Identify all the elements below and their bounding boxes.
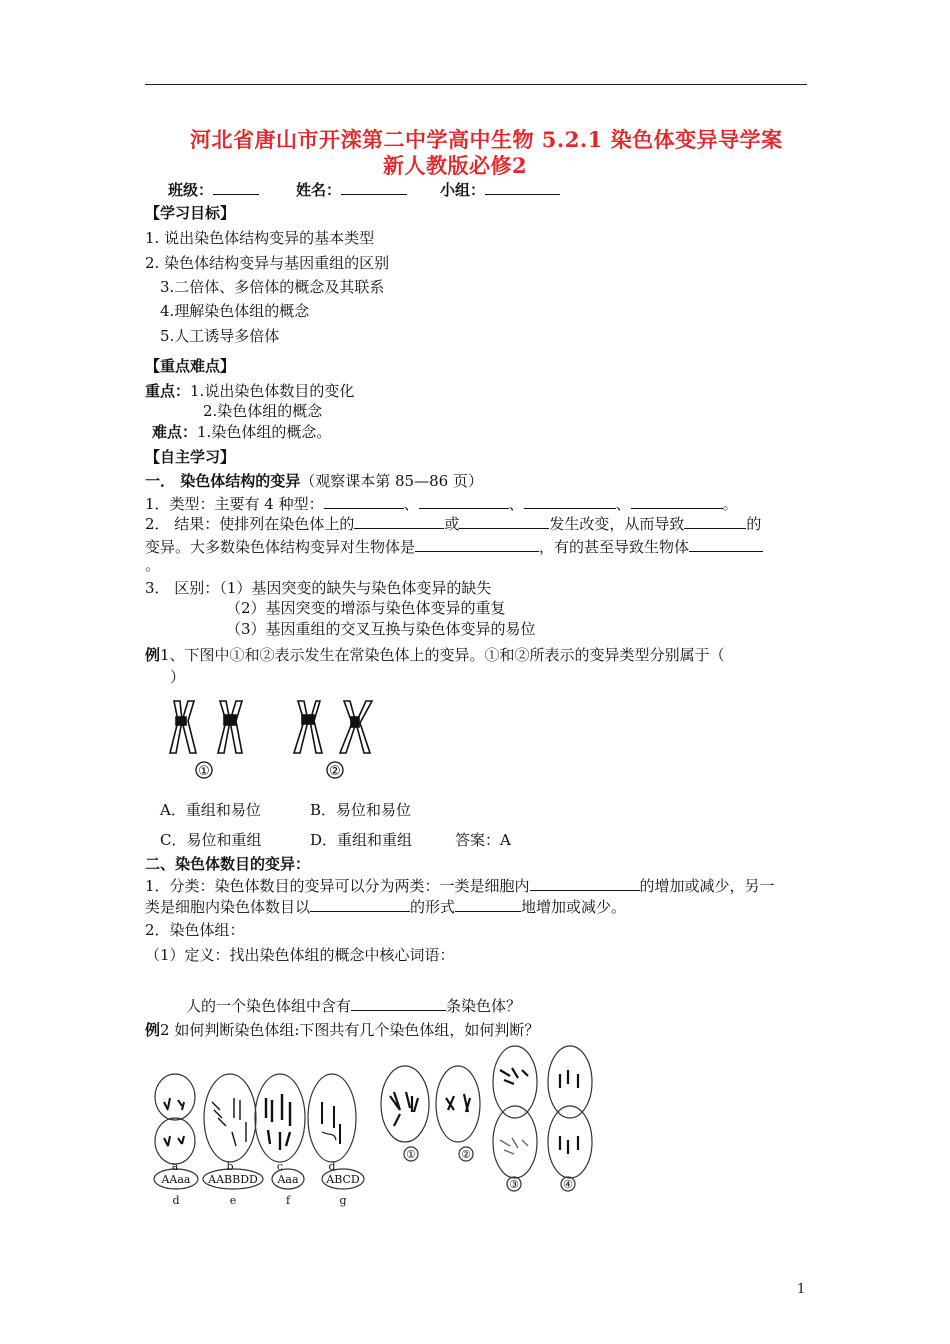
type-blank-3[interactable]	[524, 494, 616, 509]
doc-title-line1: 河北省唐山市开滦第二中学高中生物 5.2.1 染色体变异导学案	[190, 127, 783, 152]
fig1-label-1: ①	[198, 764, 210, 779]
example-2-label: 例	[145, 1021, 161, 1039]
part2-title: 二、染色体数目的变异：	[145, 855, 311, 873]
q3-item-1: （1）基因突变的缺失与染色体变异的缺失	[219, 579, 492, 597]
q2-text-b: 或	[444, 515, 460, 533]
q2-text-a: 2． 结果：使排列在染色体上的	[145, 515, 355, 533]
doc-title-line2: 新人教版必修2	[383, 153, 528, 178]
cell-label-d: d	[328, 1160, 336, 1173]
q3-item-3: （3）基因重组的交叉互换与染色体变异的易位	[226, 620, 536, 638]
option-a[interactable]: A．重组和易位	[160, 801, 261, 819]
round-label-3: ③	[509, 1178, 519, 1191]
q2-end: 。	[145, 556, 161, 574]
genotype-label-d: d	[172, 1194, 180, 1207]
genotype-1: AAaa	[161, 1173, 191, 1186]
name-blank[interactable]	[341, 180, 407, 195]
cell-label-c: c	[276, 1160, 284, 1173]
p2-q1-text-e: 地增加或减少。	[521, 898, 627, 916]
p2-q1-text-d: 的形式	[410, 898, 456, 916]
question-1-label: 1．类型：主要有 4 种型：	[145, 495, 324, 513]
p2-q1-blank-2[interactable]	[310, 897, 410, 912]
difficulty-label: 难点：	[152, 423, 198, 441]
part2-q1-line2	[145, 897, 626, 917]
part2-definition: （1）定义：找出染色体组的概念中核心词语：	[145, 946, 455, 964]
difficulty-text: 1.染色体组的概念。	[197, 423, 332, 441]
example-1-label: 例	[145, 646, 161, 664]
cell-b	[204, 1074, 256, 1162]
genotype-label-e: e	[229, 1194, 237, 1207]
part1-heading	[145, 471, 483, 491]
q2-blank-5[interactable]	[689, 537, 763, 552]
example-1-paren: ）	[170, 668, 186, 686]
p2-q1-text-b: 的增加或减少，另一	[639, 877, 775, 895]
answer-text: 答案：A	[455, 831, 511, 849]
question-2-line2	[145, 537, 763, 557]
example-2	[145, 1020, 539, 1040]
p2-q3-blank[interactable]	[351, 996, 446, 1011]
difficulty-point	[152, 422, 331, 442]
round-label-2: ②	[461, 1148, 471, 1161]
q2-blank-1[interactable]	[354, 514, 444, 529]
fig1-label-2: ②	[329, 764, 341, 779]
chromosome-pair-2	[294, 701, 372, 753]
cell-4	[548, 1046, 592, 1178]
part2-q3	[186, 996, 521, 1016]
section-goals: 【学习目标】	[145, 204, 236, 222]
genotype-4: ABCD	[326, 1173, 360, 1186]
type-blank-4[interactable]	[631, 494, 723, 509]
cell-label-a: a	[171, 1160, 179, 1173]
header-rule	[145, 84, 807, 85]
question-3	[145, 578, 491, 598]
q2-text-c: 发生改变，从而导致	[549, 515, 685, 533]
class-blank[interactable]	[213, 180, 259, 195]
cell-c	[255, 1074, 305, 1162]
type-blank-1[interactable]	[324, 494, 404, 509]
question-2-line1	[145, 514, 761, 534]
chromosome-sets-figure	[150, 1040, 600, 1215]
question-1: 1．类型：主要有 4 种型： 、 、 、 。	[145, 495, 738, 513]
part2-q1-line1	[145, 876, 775, 896]
cell-a	[155, 1074, 195, 1164]
p2-q1-blank-1[interactable]	[530, 876, 640, 891]
goal-4: 4.理解染色体组的概念	[160, 302, 310, 320]
cell-label-b: b	[226, 1160, 234, 1173]
round-label-4: ④	[563, 1178, 573, 1191]
cell-3	[493, 1046, 537, 1178]
genotype-2: AABBDD	[208, 1173, 258, 1186]
class-label: 班级：	[168, 181, 214, 199]
genotype-label-f: f	[285, 1194, 291, 1207]
p2-q3-text-b: 条染色体？	[446, 997, 522, 1015]
genotype-label-g: g	[339, 1194, 347, 1207]
goal-3: 3.二倍体、多倍体的概念及其联系	[160, 278, 385, 296]
example-1-text: 1、下图中①和②表示发生在常染色体上的变异。①和②所表示的变异类型分别属于（	[160, 646, 725, 664]
cell-2	[436, 1066, 480, 1142]
option-d[interactable]: D．重组和重组	[310, 831, 413, 849]
part1-title: 一． 染色体结构的变异	[145, 472, 301, 490]
example-2-text: 2 如何判断染色体组:下图共有几个染色体组，如何判断？	[160, 1021, 540, 1039]
p2-q1-text-c: 类是细胞内染色体数目以	[145, 898, 311, 916]
option-c[interactable]: C．易位和重组	[160, 831, 262, 849]
p2-q3-text-a: 人的一个染色体组中含有	[186, 997, 352, 1015]
name-field	[296, 180, 407, 200]
option-b[interactable]: B．易位和易位	[310, 801, 412, 819]
q2-text-d: 的	[746, 515, 762, 533]
chromosome-figure-1	[160, 697, 380, 781]
class-field	[168, 180, 259, 200]
key-text-1: 1.说出染色体数目的变化	[190, 382, 355, 400]
example-1	[145, 645, 725, 665]
cell-1	[381, 1066, 429, 1142]
page-number: 1	[797, 1282, 806, 1297]
group-label: 小组：	[440, 181, 486, 199]
section-self-study: 【自主学习】	[145, 448, 236, 466]
q2-blank-3[interactable]	[684, 514, 746, 529]
key-point-2: 2.染色体组的概念	[203, 402, 323, 420]
part1-note: （观察课本第 85—86 页）	[300, 472, 483, 490]
q3-label: 3． 区别：	[145, 579, 220, 597]
goal-1: 1. 说出染色体结构变异的基本类型	[145, 229, 375, 247]
p2-q1-text-a: 1．分类：染色体数目的变异可以分为两类：一类是细胞内	[145, 877, 530, 895]
section-key: 【重点难点】	[145, 357, 236, 375]
q2-text-e: 变异。大多数染色体结构变异对生物体是	[145, 538, 416, 556]
group-blank[interactable]	[485, 180, 560, 195]
group-field	[440, 180, 560, 200]
q2-text-f: ，有的甚至导致生物体	[539, 538, 690, 556]
genotype-3: Aaa	[277, 1173, 299, 1186]
chromosome-pair-1	[170, 701, 242, 753]
q2-blank-2[interactable]	[459, 514, 549, 529]
type-blank-2[interactable]	[419, 494, 509, 509]
round-label-1: ①	[406, 1148, 416, 1161]
name-label: 姓名：	[296, 181, 342, 199]
part2-q2: 2．染色体组：	[145, 921, 245, 939]
goal-2: 2. 染色体结构变异与基因重组的区别	[145, 254, 390, 272]
key-point-1	[145, 381, 354, 401]
p2-q1-blank-3[interactable]	[455, 897, 521, 912]
cell-d	[308, 1074, 356, 1162]
key-label: 重点：	[145, 382, 191, 400]
q3-item-2: （2）基因突变的增添与染色体变异的重复	[226, 599, 506, 617]
goal-5: 5.人工诱导多倍体	[160, 327, 280, 345]
q2-blank-4[interactable]	[415, 537, 539, 552]
